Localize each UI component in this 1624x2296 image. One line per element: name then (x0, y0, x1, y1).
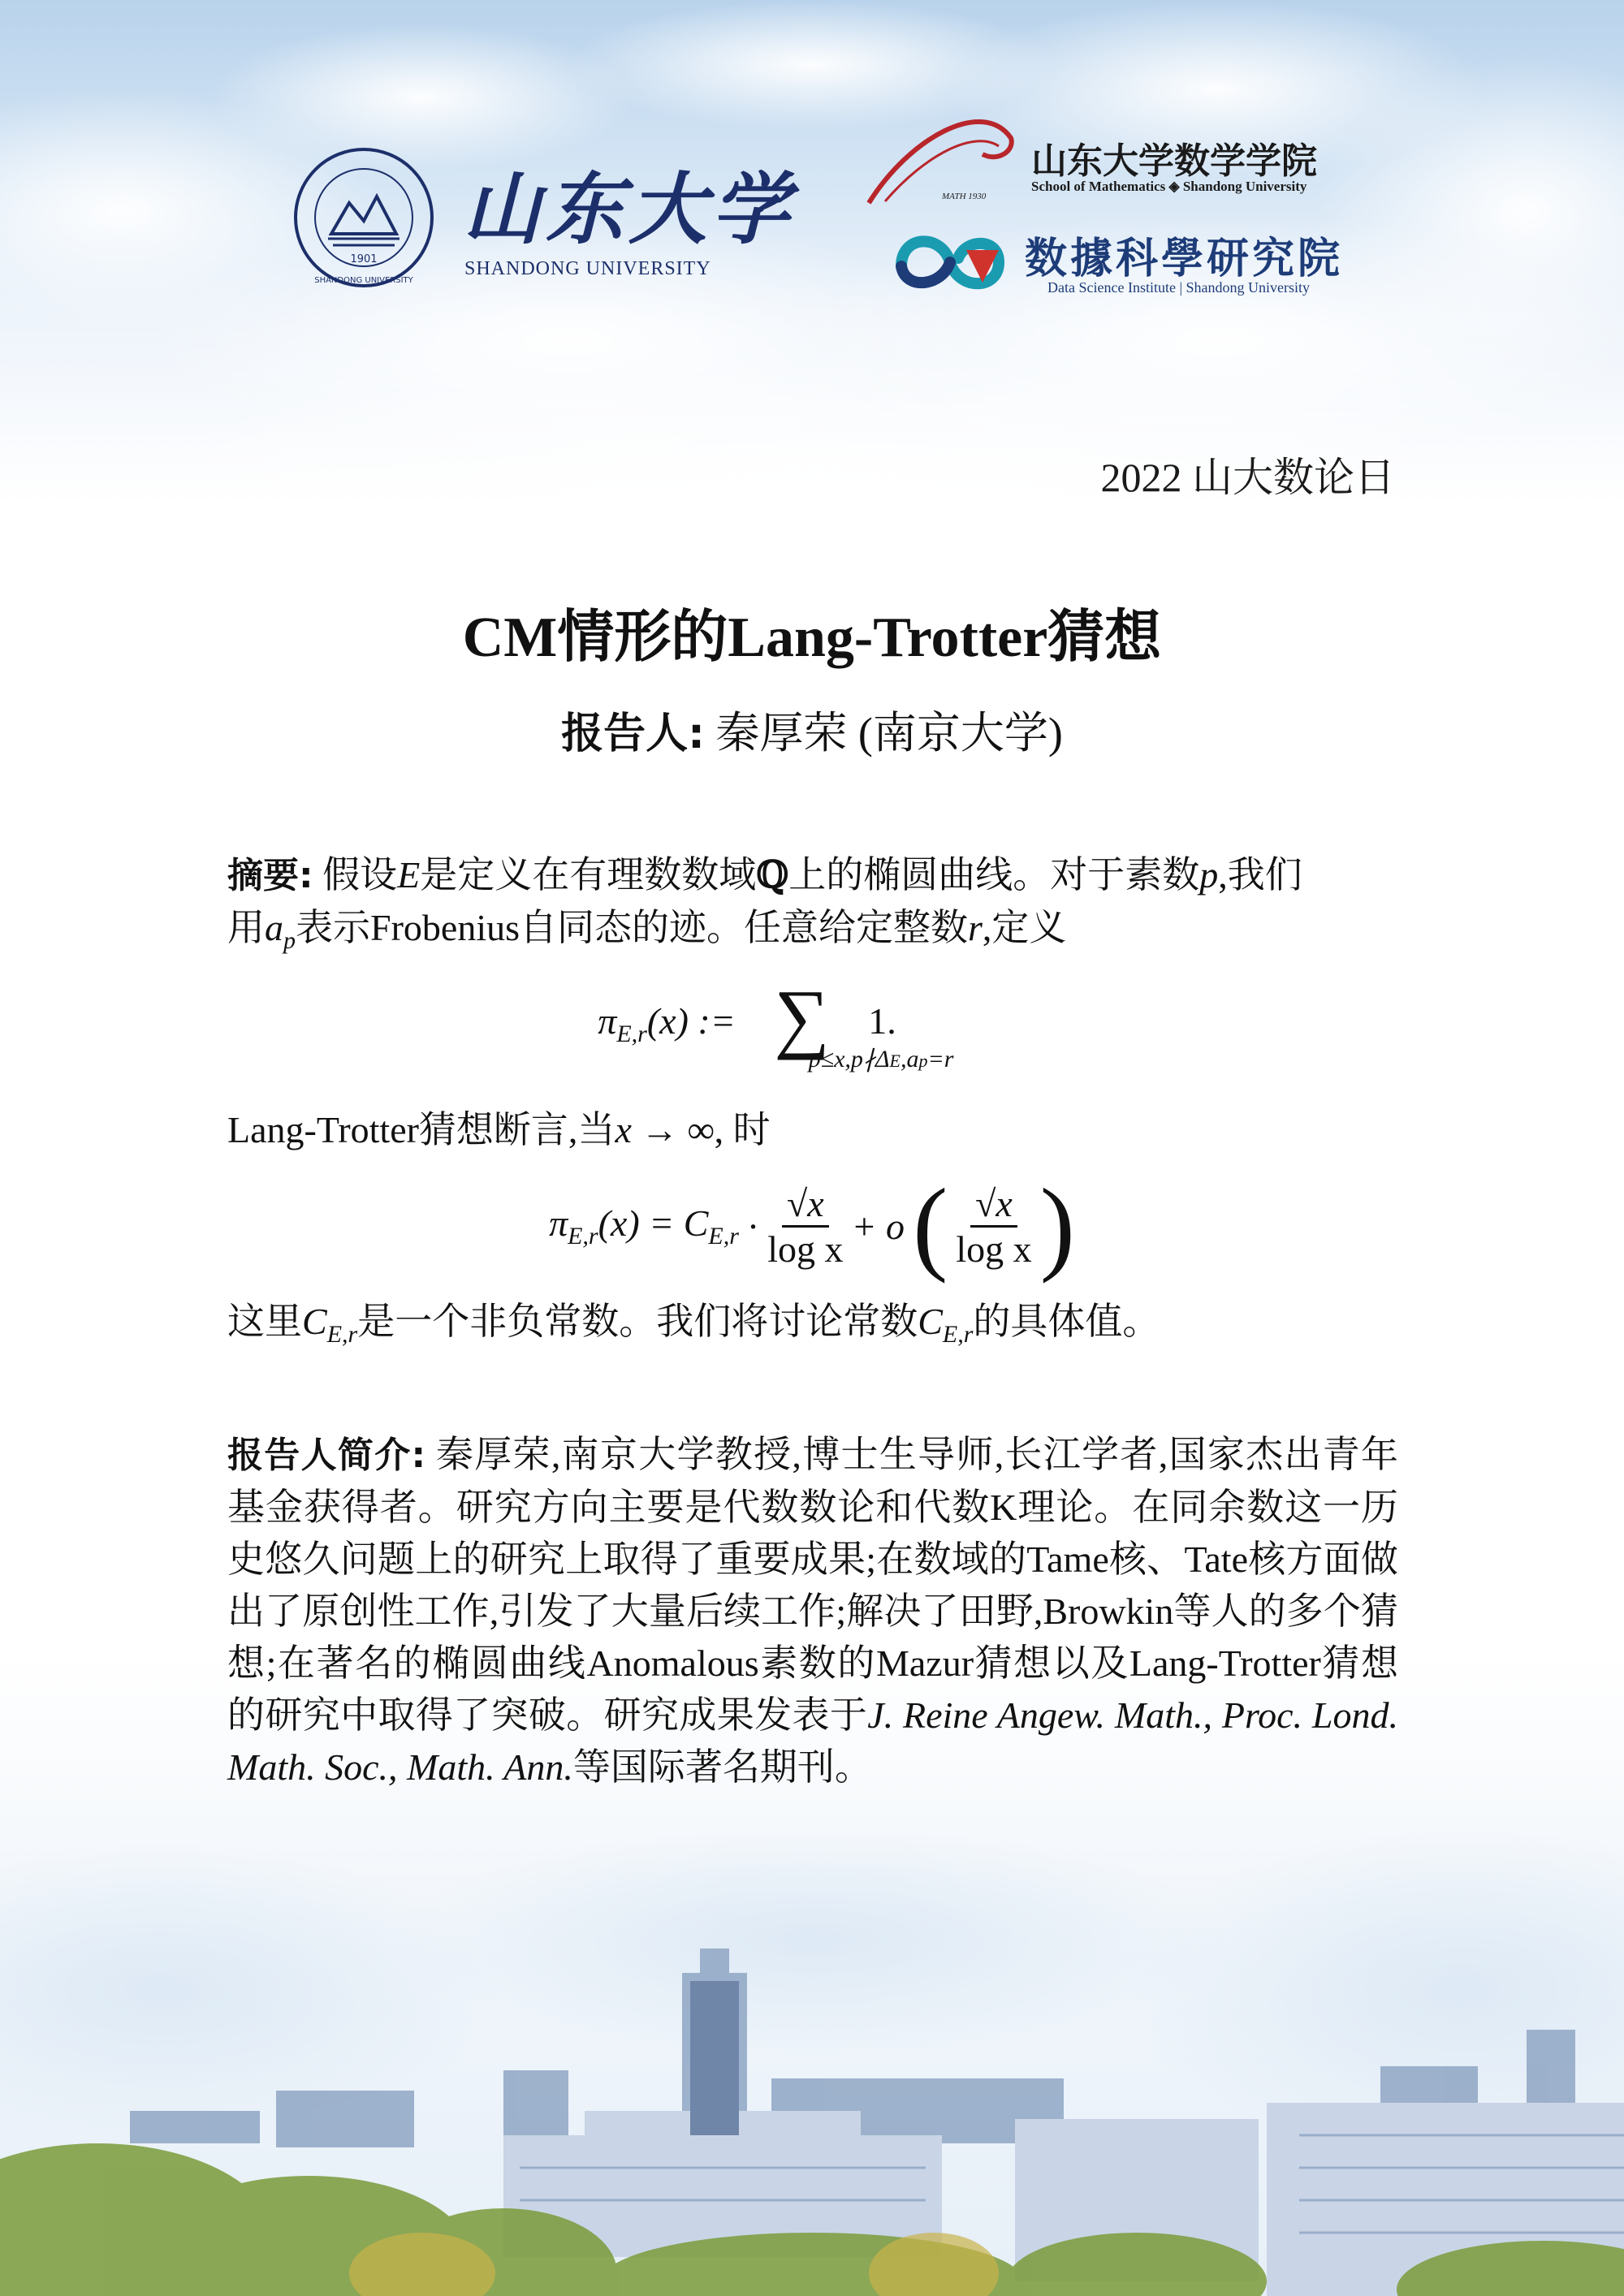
abstract-intro: 摘要: 假设E是定义在有理数数域ℚ上的椭圆曲线。对于素数p,我们 用$a_p$表示Frobenius自同态的迹。任意给定整数r,定义 (227, 852, 1302, 954)
shandong-university-seal-icon (292, 146, 435, 289)
math-school-name-en: School of Mathematics ◈ Shandong University (1031, 179, 1307, 194)
university-name: 山东大学 (463, 163, 794, 255)
math-school-name: 山东大学数学学院 (1031, 140, 1317, 182)
svg-text:SHANDONG UNIVERSITY: SHANDONG UNIVERSITY (314, 276, 413, 285)
svg-text:MATH 1930: MATH 1930 (942, 192, 987, 201)
institute-name-en: Data Science Institute | Shandong University (1047, 279, 1311, 296)
data-science-institute-logo-icon (885, 218, 1015, 307)
speaker-line (0, 698, 1624, 761)
lang-trotter-assertion: Lang-Trotter猜想断言,当x → ∞, 时 (227, 1109, 771, 1150)
abstract-label: 摘要: (227, 855, 313, 896)
header-logos (0, 0, 1624, 341)
fraction-1: √x log x (767, 1182, 844, 1270)
journal-list: J. Reine Angew. Math., Proc. Lond. Math. Soc., Math. Ann. (227, 1694, 1398, 1788)
math-school-logo-icon (861, 106, 1023, 211)
campus-skyline (0, 1932, 1624, 2296)
formula-pi-definition: $\pi_{E,r}(x)$ := ∑ 1. (598, 973, 896, 1060)
formula-asymptotic: $\pi_{E,r}(x) = C_{E,r}$ · √x log x + o ( √x log x ) (549, 1167, 1075, 1284)
institute-name: 数據科學研究院 (1025, 234, 1344, 283)
university-name-en: SHANDONG UNIVERSITY (464, 258, 711, 279)
speaker-bio: 报告人简介: 秦厚荣,南京大学教授,博士生导师,长江学者,国家杰出青年基金获得者。研究方向主要是代数数论和代数K理论。在同余数这一历史悠久问题上的研究上取得了重要成果;在数域的Tame核、Tate核方面做出了原创性工作,引发了大量后续工作;解决了田野,Browkin等人的多个猜想;在著名的椭圆曲线Anomalous素数的Mazur猜想以及Lang-Trotter猜想的研究中取得了突破。研究成果发表于J. Reine Angew. Math., Proc. Lond. Math. Soc., Math. Ann.等国际著名期刊。 (227, 1434, 1399, 1788)
fraction-2: √x log x (956, 1182, 1032, 1270)
bio-label: 报告人简介: (227, 1435, 426, 1476)
talk-title: CM情形的Lang-Trotter猜想 (462, 606, 1162, 669)
speaker-name: 秦厚荣 (715, 709, 848, 757)
svg-text:1901: 1901 (350, 253, 378, 265)
event-name: 2022 山大数论日 (1100, 455, 1395, 500)
constant-remark: 这里$C_{E,r}$是一个非负常数。我们将讨论常数$C_{E,r}$的具体值。 (227, 1301, 1160, 1348)
speaker-label: 报告人: (561, 710, 705, 758)
formula-sum-subscript: p≤x,p∤ΔE,ap=r (808, 1046, 954, 1072)
sum-symbol: ∑ (774, 973, 830, 1060)
speaker-affiliation: (南京大学) (857, 709, 1063, 757)
